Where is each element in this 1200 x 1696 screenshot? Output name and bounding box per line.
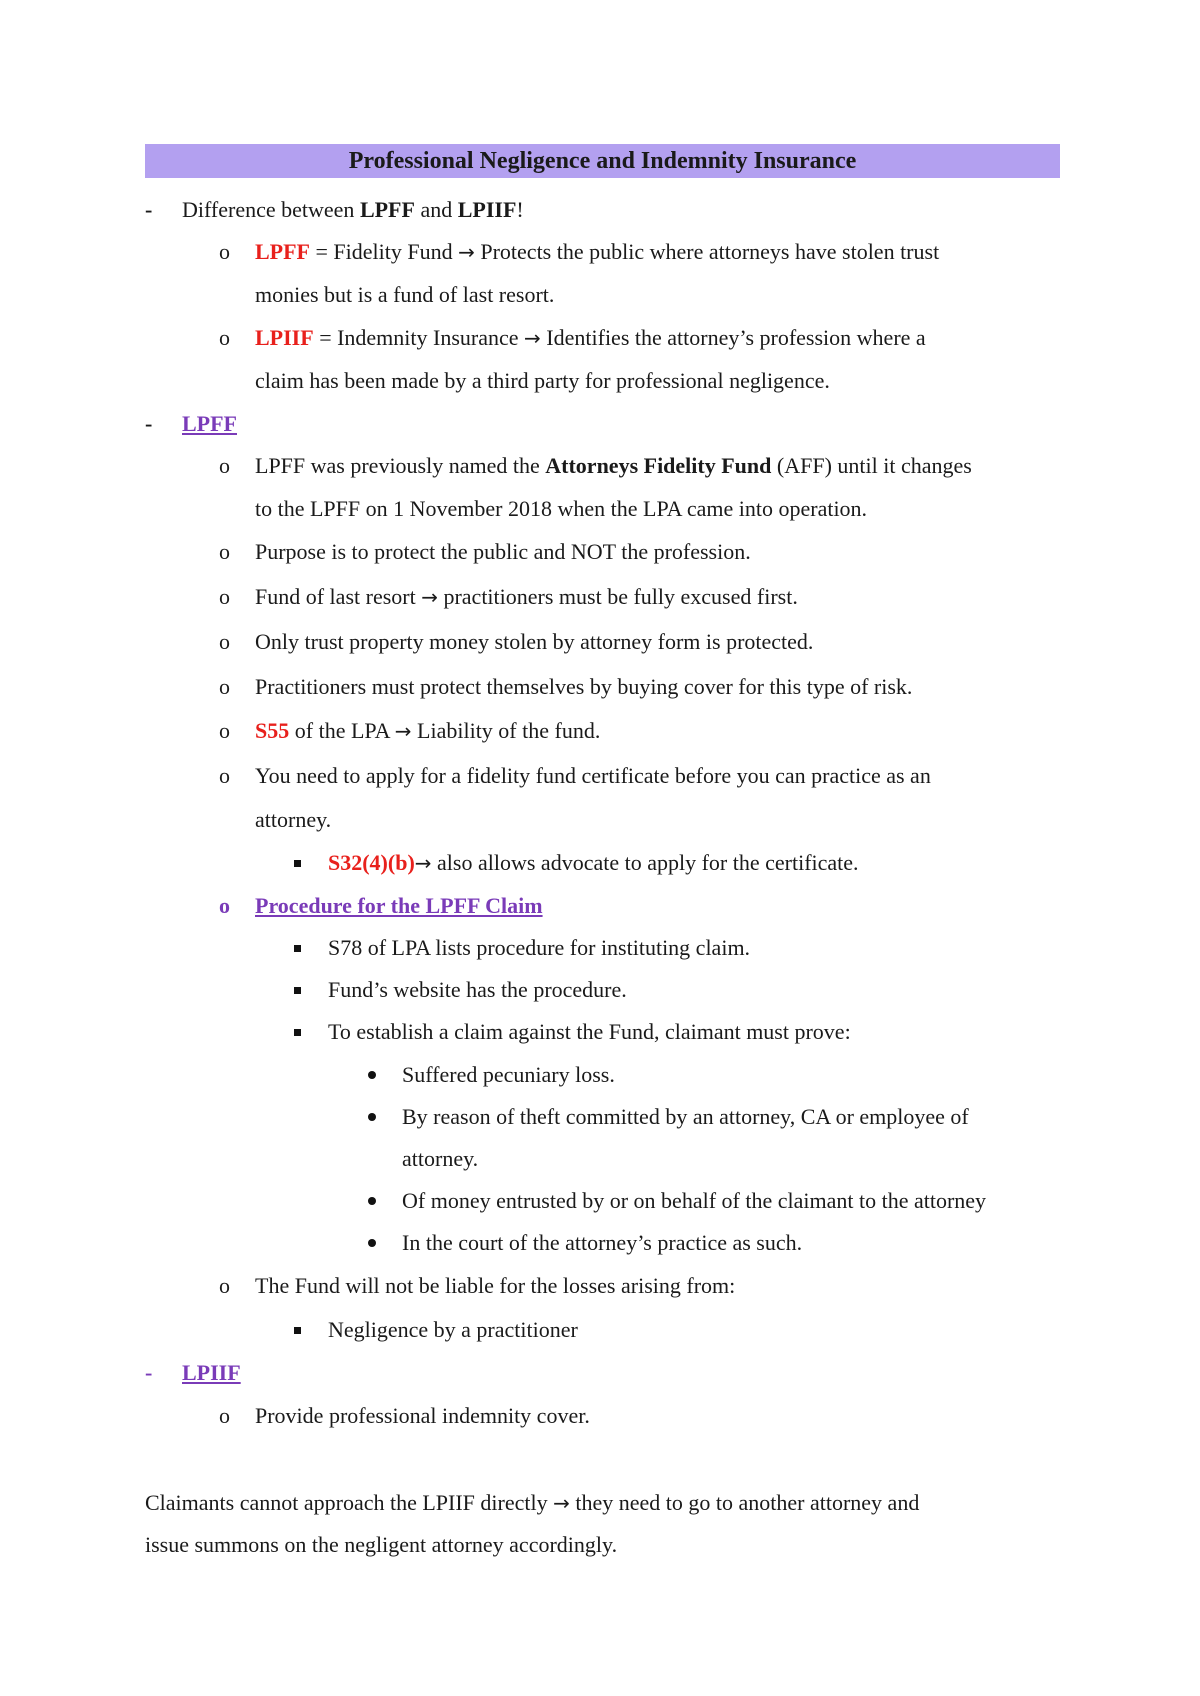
procedure-heading[interactable]: Procedure for the LPFF Claim [255,893,543,918]
lpff-purpose: Purpose is to protect the public and NOT the profession. [255,539,751,564]
arrow-right-icon: → [524,326,541,350]
circle-bullet: o [219,584,230,609]
lpff-trust-only: Only trust property money stolen by attorney form is protected. [255,629,814,654]
proof-item: By reason of theft committed by an attorney, CA or employee of [402,1104,969,1129]
square-bullet [294,945,301,952]
circle-bullet: o [219,539,230,564]
dash-bullet: - [145,1360,153,1385]
circle-bullet: o [219,763,230,788]
circle-bullet: o [219,629,230,654]
round-bullet [368,1071,376,1079]
circle-bullet: o [219,718,230,743]
lpff-protect: Practitioners must protect themselves by buying cover for this type of risk. [255,674,913,699]
circle-bullet: o [219,1403,230,1428]
proof-item-cont: attorney. [402,1146,479,1171]
page-title: Professional Negligence and Indemnity Insurance [348,148,857,174]
arrow-right-icon: → [394,719,412,743]
circle-bullet: o [219,325,230,350]
lpiif-definition-cont: claim has been made by a third party for professional negligence. [255,368,830,393]
procedure-item: Fund’s website has the procedure. [328,977,627,1002]
not-liable-item: Negligence by a practitioner [328,1317,578,1342]
square-bullet [294,1029,301,1036]
lpff-apply-cont: attorney. [255,807,332,832]
round-bullet [368,1239,376,1247]
dash-bullet: - [145,197,153,222]
lpff-renamed: LPFF was previously named the Attorneys Fidelity Fund (AFF) until it changes [255,453,972,478]
lpff-renamed-cont: to the LPFF on 1 November 2018 when the LPA came into operation. [255,496,868,521]
arrow-right-icon: → [414,851,432,875]
circle-bullet: o [219,239,230,264]
arrow-right-icon: → [553,1491,570,1515]
square-bullet [294,1327,301,1334]
square-bullet [294,860,301,867]
arrow-right-icon: → [458,240,475,264]
circle-bullet: o [219,1273,230,1298]
lpiif-item: Provide professional indemnity cover. [255,1403,590,1428]
proof-item: Of money entrusted by or on behalf of the claimant to the attorney [402,1188,987,1213]
proof-item: Suffered pecuniary loss. [402,1062,615,1087]
square-bullet [294,987,301,994]
lpff-s55: S55 of the LPA → Liability of the fund. [255,718,601,743]
round-bullet [368,1197,376,1205]
lpiif-heading[interactable]: LPIIF [182,1360,241,1385]
procedure-item: S78 of LPA lists procedure for instituting claim. [328,935,751,960]
circle-bullet: o [219,674,230,699]
proof-item: In the court of the attorney’s practice as such. [402,1230,803,1255]
circle-bullet: o [219,453,230,478]
lpff-s32: S32(4)(b)→ also allows advocate to apply for the certificate. [328,850,859,875]
not-liable: The Fund will not be liable for the losses arising from: [255,1273,736,1298]
arrow-right-icon: → [421,585,438,609]
closing-line: Claimants cannot approach the LPIIF directly → they need to go to another attorney and [145,1490,920,1515]
dash-bullet: - [145,411,153,436]
intro-line: Difference between LPFF and LPIIF! [182,197,524,222]
lpiif-definition: LPIIF = Indemnity Insurance → Identifies the attorney’s profession where a [255,325,926,350]
circle-bullet: o [219,893,230,918]
lpff-definition: LPFF = Fidelity Fund → Protects the public where attorneys have stolen trust [255,239,940,264]
lpff-apply: You need to apply for a fidelity fund certificate before you can practice as an [255,763,931,788]
lpff-heading[interactable]: LPFF [182,411,237,436]
lpff-definition-cont: monies but is a fund of last resort. [255,282,555,307]
round-bullet [368,1113,376,1121]
lpff-last-resort: Fund of last resort → practitioners must be fully excused first. [255,584,798,609]
procedure-item: To establish a claim against the Fund, claimant must prove: [328,1019,851,1044]
closing-line-cont: issue summons on the negligent attorney accordingly. [145,1532,618,1557]
